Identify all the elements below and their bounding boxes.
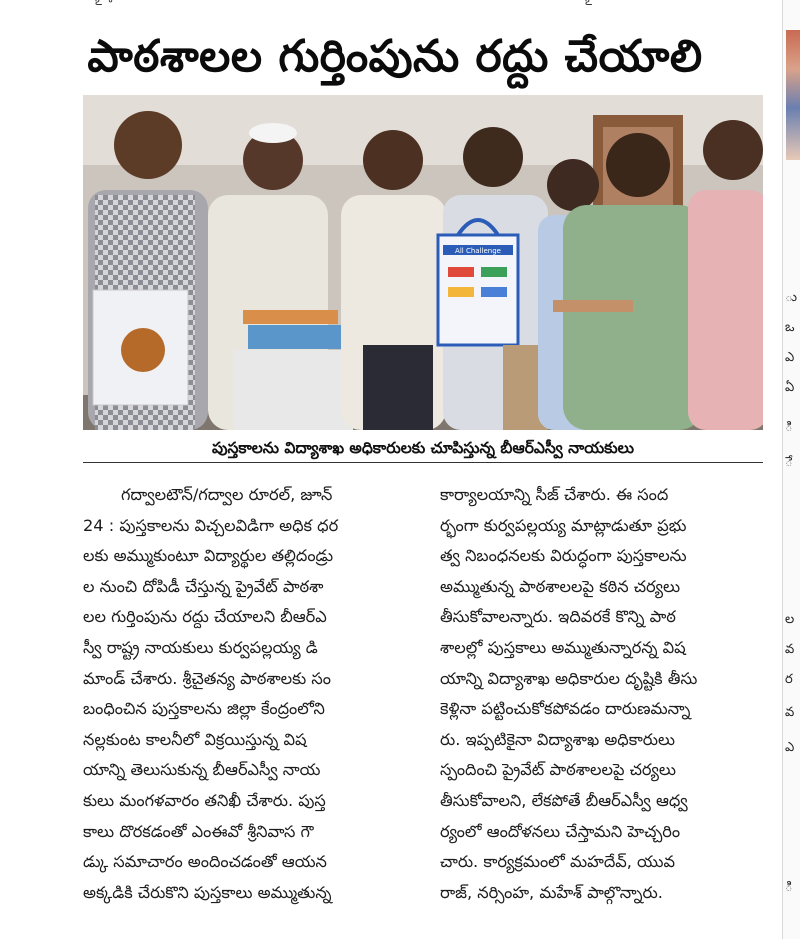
article-line: తీసుకోవాలన్నారు. ఇదివరకే కొన్ని పాఠ [440,607,676,627]
article-line: నల్లకుంట కాలనీలో విక్రయిస్తున్న విష [83,729,307,749]
article-line: కెళ్లినా పట్టించుకోకపోవడం దారుణమన్నా [440,699,691,719]
previous-article-strip: ఽ ా ఽ [95,0,593,8]
article-line: మాండ్ చేశారు. శ్రీచైతన్య పాఠశాలకు సం [83,668,331,688]
article-column-left [83,480,408,908]
article-line: రాజ్, నర్సింహ, మహేశ్ పాల్గొన్నారు. [440,882,663,902]
article-line: తీసుకోవాలని, లేకపోతే బీఆర్ఎస్వీ ఆధ్వ [440,790,688,810]
article-line: కాలు దొరకడంతో ఎంఈవో శ్రీనివాస గౌ [83,821,314,841]
article-line: స్పందించి ప్రైవేట్ పాఠశాలలపై చర్యలు [440,760,677,780]
article-line: యాన్ని తెలుసుకున్న బీఆర్ఎస్వీ నాయ [83,760,321,780]
article-line: ర్భంగా కుర్వపల్లయ్య మాట్లాడుతూ ప్రభు [440,515,687,535]
article-line: చారు. కార్యక్రమంలో మహదేవ్, యువ [440,852,675,872]
adjacent-column-edge: ు ఒ ఎ ఏ ి ే ల వ ర వ ఎ ి [782,0,800,939]
photo-caption: పుస్తకాలను విద్యాశాఖ అధికారులకు చూపిస్తున్న బీఆర్ఎస్వీ నాయకులు [83,433,763,463]
headline: పాఠశాలల గుర్తింపును రద్దు చేయాలి [87,31,703,82]
article-line: లల గుర్తింపును రద్దు చేయాలని బీఆర్ఎ [83,607,327,627]
article-line: త్వ నిబంధనలకు విరుద్ధంగా పుస్తకాలను [440,546,687,566]
article-line: యాన్ని విద్యాశాఖ అధికారుల దృష్టికి తీసు [440,668,698,688]
article-column-right [440,480,765,908]
article-line: 24 : పుస్తకాలను విచ్చలవిడిగా అధిక ధర [83,515,339,535]
adjacent-photo-thumbnail [786,30,800,160]
bag-text: All Challenge [455,247,501,255]
article-line: బంధించిన పుస్తకాలను జిల్లా కేంద్రంలోని [83,699,325,719]
article-line: ర్యంలో ఆందోళనలు చేస్తామని హెచ్చరిం [440,821,681,841]
article-line: గద్వాలటౌన్/గద్వాల రూరల్, జూన్ [121,485,333,504]
article-line: అక్కడికి చేరుకొని పుస్తకాలు అమ్ముతున్న [83,882,332,902]
article-line: రు. ఇప్పటికైనా విద్యాశాఖ అధికారులు [440,729,676,749]
article-line: కులు మంగళవారం తనిఖీ చేశారు. పుస్త [83,790,326,810]
article-line: అమ్ముతున్న పాఠశాలలపై కఠిన చర్యలు [440,576,681,596]
article-line: ల నుంచి దోపిడీ చేస్తున్న ప్రైవేట్ పాఠశా [83,576,324,596]
article-line: శాలల్లో పుస్తకాలు అమ్ముతున్నారన్న విష [440,637,686,657]
article-line: లకు అమ్ముకుంటూ విద్యార్థుల తల్లిదండ్రు [83,546,334,566]
article-line: కార్యాలయాన్ని సీజ్ చేశారు. ఈ సంద [440,485,669,504]
article-line: డ్కు సమాచారం అందించడంతో ఆయన [83,852,327,872]
news-photo [83,95,763,430]
article-line: స్వీ రాష్ట్ర నాయకులు కుర్వపల్లయ్య డి [83,637,318,657]
